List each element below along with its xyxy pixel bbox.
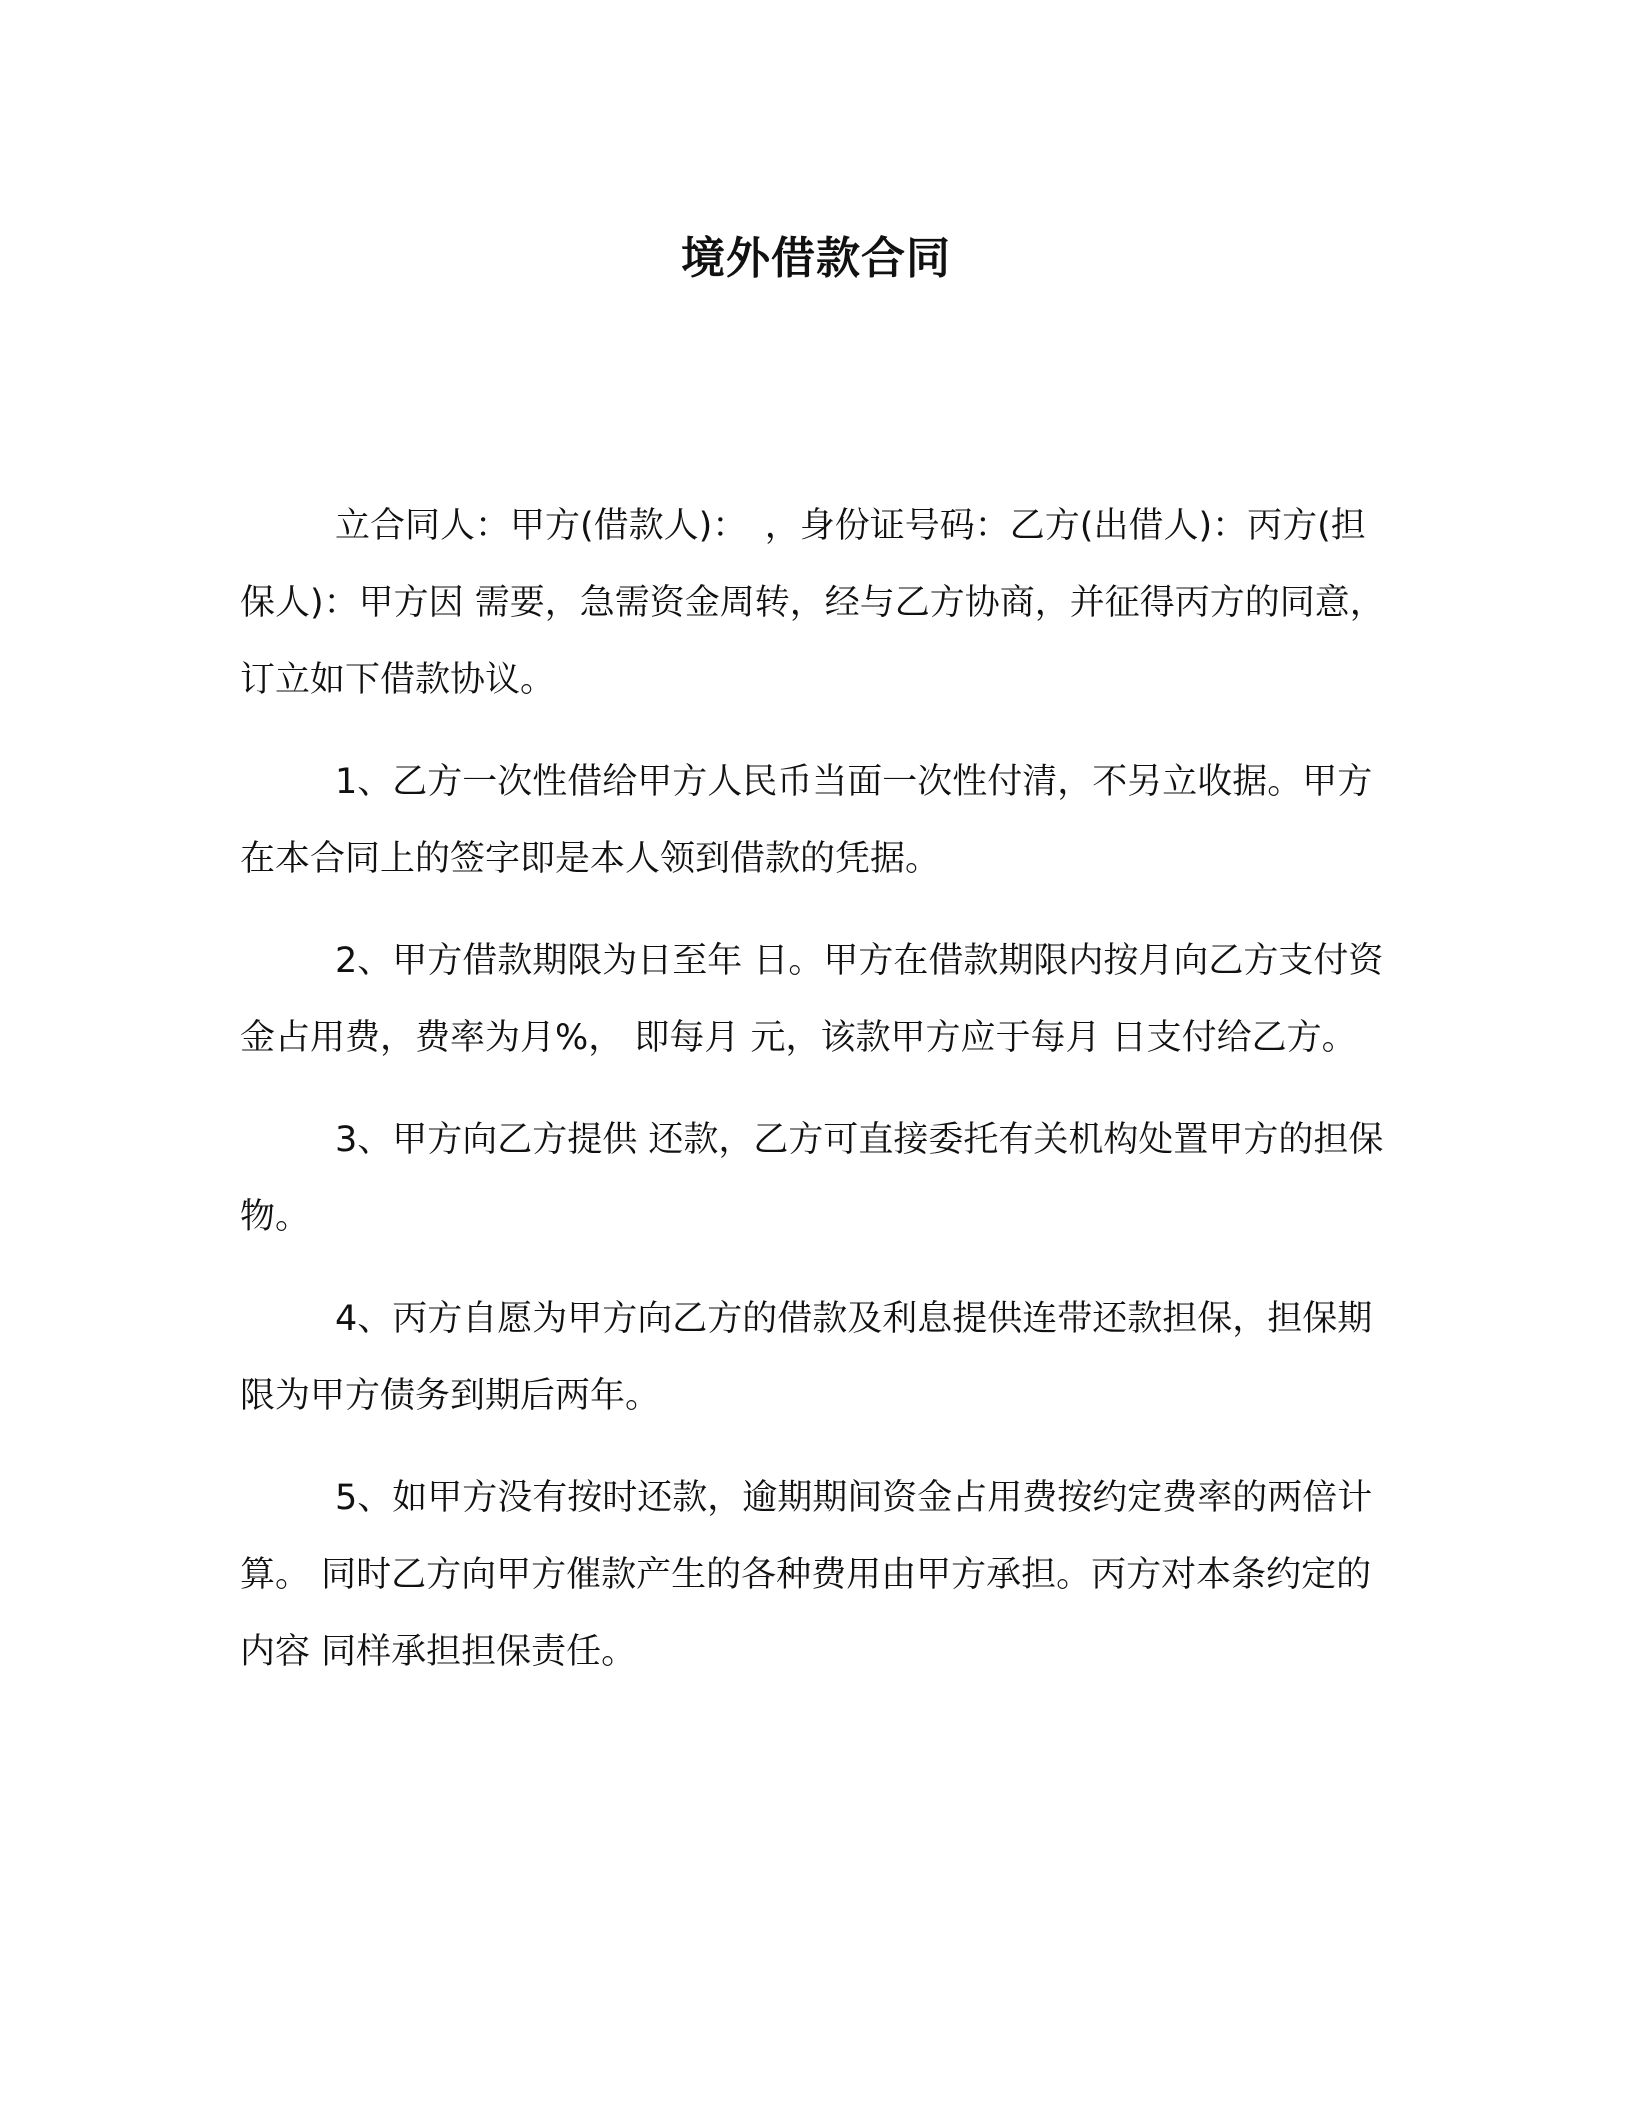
paragraph-clause-4: 4、丙方自愿为甲方向乙方的借款及利息提供连带还款担保，担保期限为甲方债务到期后两年。: [240, 1299, 1373, 1416]
document-body: [240, 488, 1390, 1716]
paragraph-clause-1: 1、乙方一次性借给甲方人民币当面一次性付清，不另立收据。甲方在本合同上的签字即是本人领到借款的凭据。: [240, 762, 1373, 879]
document-title: 境外借款合同: [681, 233, 951, 284]
paragraph-clause-3: 3、甲方向乙方提供 还款，乙方可直接委托有关机构处置甲方的担保物。: [240, 1120, 1384, 1237]
paragraph-clause-2: 2、甲方借款期限为日至年 日。甲方在借款期限内按月向乙方支付资金占用费，费率为月%， 即每月 元，该款甲方应于每月 日支付给乙方。: [240, 941, 1384, 1058]
paragraph-clause-5: 5、如甲方没有按时还款，逾期期间资金占用费按约定费率的两倍计算。 同时乙方向甲方催款产生的各种费用由甲方承担。丙方对本条约定的内容 同样承担担保责任。: [240, 1478, 1373, 1672]
paragraph-parties: 立合同人：甲方(借款人)： ，身份证号码：乙方(出借人)：丙方(担保人)：甲方因 需要，急需资金周转，经与乙方协商，并征得丙方的同意，订立如下借款协议。: [240, 506, 1385, 700]
